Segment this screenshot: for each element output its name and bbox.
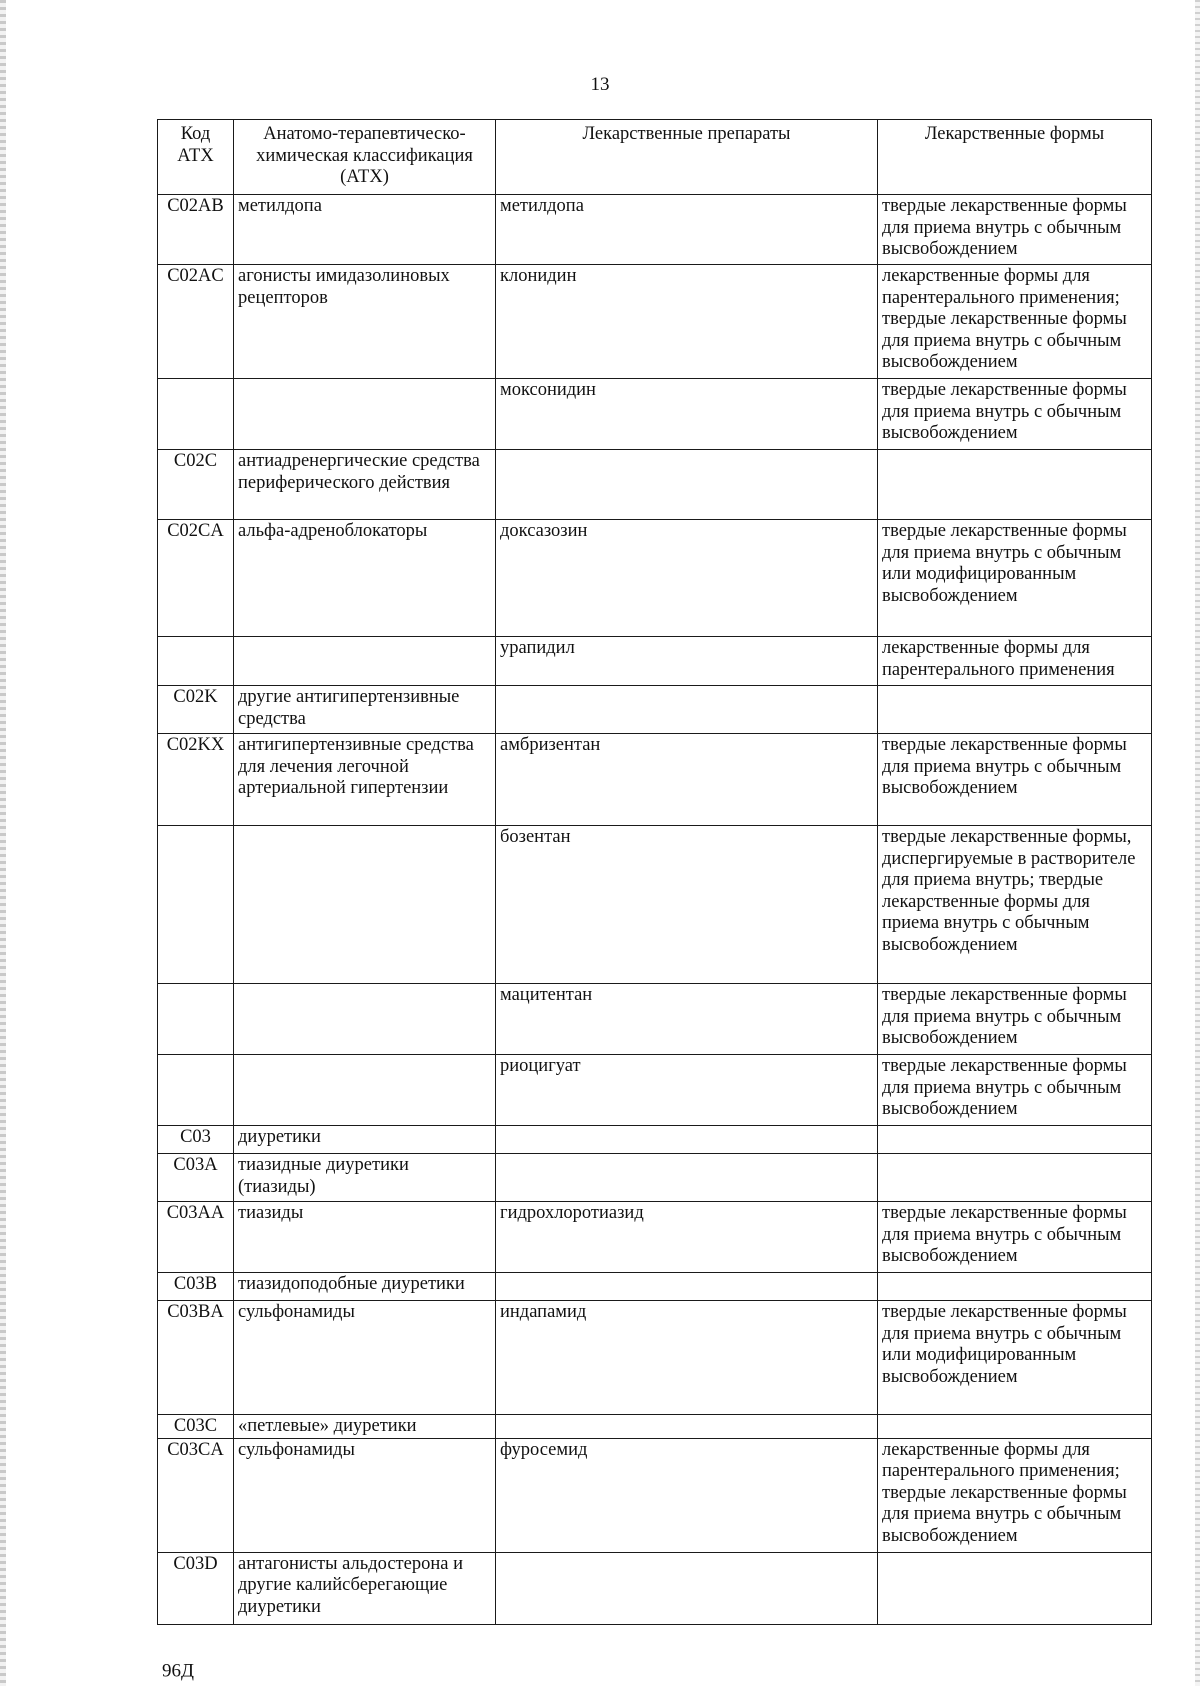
- dosage-forms-cell: [878, 1273, 1152, 1301]
- header-drugs: Лекарственные препараты: [496, 120, 878, 195]
- table-row: [158, 637, 1152, 686]
- dosage-forms-cell: [878, 686, 1152, 734]
- table-row: [158, 1154, 1152, 1202]
- table-row: [158, 1552, 1152, 1624]
- table-row: [158, 520, 1152, 637]
- classification-cell: антагонисты альдостерона и другие калийсберегающие диуретики: [234, 1552, 496, 1624]
- dosage-forms-cell: [878, 450, 1152, 520]
- scan-edge-left: [0, 0, 6, 1686]
- atc-code-cell: C03D: [158, 1552, 234, 1624]
- table-row: [158, 265, 1152, 379]
- classification-cell: [234, 826, 496, 984]
- drug-name-cell: метилдопа: [496, 195, 878, 265]
- drug-name-cell: клонидин: [496, 265, 878, 379]
- table-row: [158, 826, 1152, 984]
- table-row: [158, 686, 1152, 734]
- dosage-forms-cell: [878, 1415, 1152, 1439]
- classification-cell: диуретики: [234, 1126, 496, 1154]
- atc-code-cell: C03B: [158, 1273, 234, 1301]
- table-row: [158, 195, 1152, 265]
- table-header-row: [158, 120, 1152, 195]
- classification-cell: сульфонамиды: [234, 1438, 496, 1552]
- dosage-forms-cell: твердые лекарственные формы, диспергируемые в растворителе для приема внутрь; твердые лекарственные формы для приема внутрь с обычным высвобождением: [878, 826, 1152, 984]
- table-row: [158, 450, 1152, 520]
- classification-cell: антигипертензивные средства для лечения легочной артериальной гипертензии: [234, 734, 496, 826]
- header-forms: Лекарственные формы: [878, 120, 1152, 195]
- drug-name-cell: бозентан: [496, 826, 878, 984]
- atc-code-cell: C03: [158, 1126, 234, 1154]
- atc-code-cell: [158, 826, 234, 984]
- header-code: Код АТХ: [158, 120, 234, 195]
- classification-cell: альфа-адреноблокаторы: [234, 520, 496, 637]
- dosage-forms-cell: твердые лекарственные формы для приема внутрь с обычным высвобождением: [878, 379, 1152, 450]
- classification-cell: «петлевые» диуретики: [234, 1415, 496, 1439]
- table-row: [158, 734, 1152, 826]
- atc-code-cell: C03A: [158, 1154, 234, 1202]
- drug-name-cell: [496, 1552, 878, 1624]
- dosage-forms-cell: твердые лекарственные формы для приема внутрь с обычным высвобождением: [878, 195, 1152, 265]
- classification-cell: метилдопа: [234, 195, 496, 265]
- dosage-forms-cell: [878, 1552, 1152, 1624]
- drug-name-cell: гидрохлоротиазид: [496, 1202, 878, 1273]
- table-row: [158, 1202, 1152, 1273]
- classification-cell: сульфонамиды: [234, 1301, 496, 1415]
- table-row: [158, 1301, 1152, 1415]
- dosage-forms-cell: лекарственные формы для парентерального применения: [878, 637, 1152, 686]
- table-row: [158, 1438, 1152, 1552]
- drug-name-cell: индапамид: [496, 1301, 878, 1415]
- atc-code-cell: [158, 1055, 234, 1126]
- header-classification: Анатомо-терапевтическо-химическая классификация (АТХ): [234, 120, 496, 195]
- dosage-forms-cell: твердые лекарственные формы для приема внутрь с обычным высвобождением: [878, 1202, 1152, 1273]
- table-row: [158, 1273, 1152, 1301]
- table-row: [158, 1415, 1152, 1439]
- table-body: [158, 195, 1152, 1625]
- dosage-forms-cell: твердые лекарственные формы для приема внутрь с обычным или модифицированным высвобождением: [878, 520, 1152, 637]
- dosage-forms-cell: лекарственные формы для парентерального применения; твердые лекарственные формы для приема внутрь с обычным высвобождением: [878, 1438, 1152, 1552]
- drug-name-cell: [496, 1154, 878, 1202]
- drug-name-cell: [496, 686, 878, 734]
- atc-code-cell: C02C: [158, 450, 234, 520]
- table-row: [158, 1055, 1152, 1126]
- atc-code-cell: [158, 637, 234, 686]
- classification-cell: [234, 637, 496, 686]
- classification-cell: [234, 379, 496, 450]
- dosage-forms-cell: твердые лекарственные формы для приема внутрь с обычным высвобождением: [878, 1055, 1152, 1126]
- drug-name-cell: мацитентан: [496, 984, 878, 1055]
- footer-document-code: 96Д: [162, 1660, 194, 1682]
- atc-code-cell: C03CA: [158, 1438, 234, 1552]
- classification-cell: тиазидные диуретики (тиазиды): [234, 1154, 496, 1202]
- atc-code-cell: C02KX: [158, 734, 234, 826]
- drug-name-cell: [496, 1273, 878, 1301]
- table-row: [158, 379, 1152, 450]
- page-number: 13: [590, 74, 610, 95]
- classification-cell: [234, 1055, 496, 1126]
- classification-cell: тиазидоподобные диуретики: [234, 1273, 496, 1301]
- drug-name-cell: [496, 1415, 878, 1439]
- dosage-forms-cell: [878, 1154, 1152, 1202]
- drug-name-cell: [496, 1126, 878, 1154]
- atc-code-cell: C03BA: [158, 1301, 234, 1415]
- dosage-forms-cell: лекарственные формы для парентерального применения; твердые лекарственные формы для приема внутрь с обычным высвобождением: [878, 265, 1152, 379]
- table-row: [158, 984, 1152, 1055]
- atc-drug-table: [157, 119, 1152, 1625]
- atc-code-cell: [158, 379, 234, 450]
- atc-code-cell: C02CA: [158, 520, 234, 637]
- dosage-forms-cell: твердые лекарственные формы для приема внутрь с обычным высвобождением: [878, 734, 1152, 826]
- dosage-forms-cell: твердые лекарственные формы для приема внутрь с обычным высвобождением: [878, 984, 1152, 1055]
- dosage-forms-cell: твердые лекарственные формы для приема внутрь с обычным или модифицированным высвобождением: [878, 1301, 1152, 1415]
- atc-code-cell: [158, 984, 234, 1055]
- atc-code-cell: C03C: [158, 1415, 234, 1439]
- drug-name-cell: амбризентан: [496, 734, 878, 826]
- classification-cell: агонисты имидазолиновых рецепторов: [234, 265, 496, 379]
- drug-name-cell: риоцигуат: [496, 1055, 878, 1126]
- atc-code-cell: C03AA: [158, 1202, 234, 1273]
- drug-name-cell: моксонидин: [496, 379, 878, 450]
- classification-cell: другие антигипертензивные средства: [234, 686, 496, 734]
- table-row: [158, 1126, 1152, 1154]
- atc-code-cell: C02AC: [158, 265, 234, 379]
- classification-cell: тиазиды: [234, 1202, 496, 1273]
- classification-cell: антиадренергические средства периферического действия: [234, 450, 496, 520]
- atc-code-cell: C02K: [158, 686, 234, 734]
- scan-edge-right: [1195, 0, 1200, 1686]
- drug-name-cell: фуросемид: [496, 1438, 878, 1552]
- dosage-forms-cell: [878, 1126, 1152, 1154]
- drug-name-cell: урапидил: [496, 637, 878, 686]
- atc-code-cell: C02AB: [158, 195, 234, 265]
- drug-name-cell: [496, 450, 878, 520]
- drug-name-cell: доксазозин: [496, 520, 878, 637]
- classification-cell: [234, 984, 496, 1055]
